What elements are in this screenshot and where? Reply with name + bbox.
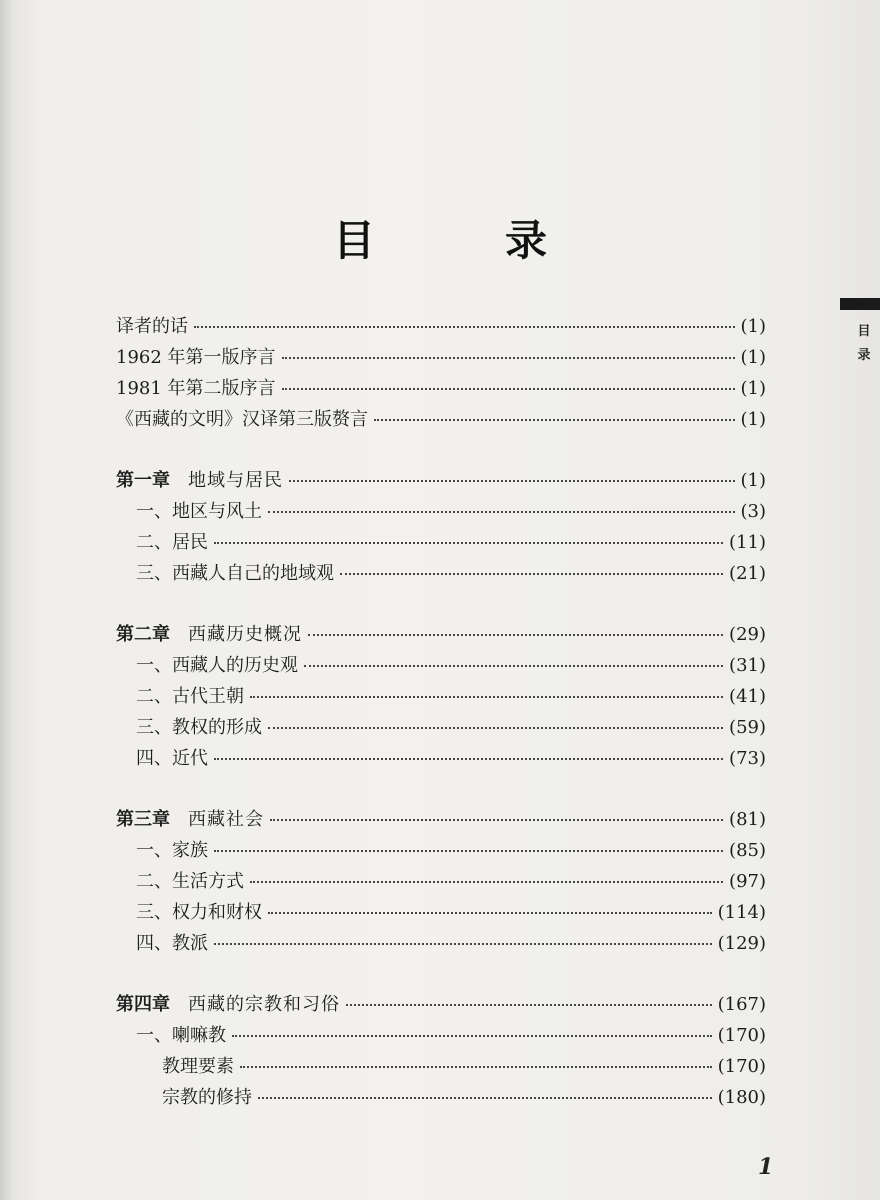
toc-page-number: (41) <box>729 686 766 707</box>
chapter-title: 西藏的宗教和习俗 <box>188 994 340 1015</box>
toc-page-number: (180) <box>717 1087 766 1108</box>
dot-leader <box>250 867 723 883</box>
toc-page-number: (1) <box>740 347 766 368</box>
section-entry[interactable] <box>116 559 766 590</box>
toc-entry[interactable] <box>116 343 766 374</box>
chapter-section <box>116 805 766 960</box>
dot-leader <box>232 1021 712 1037</box>
section-label: 一、喇嘛教 <box>136 1025 226 1046</box>
toc-page-number: (170) <box>717 1056 766 1077</box>
section-label: 二、生活方式 <box>136 871 244 892</box>
chapter-title: 西藏历史概况 <box>188 624 302 645</box>
dot-leader <box>194 312 735 328</box>
toc-page-number: (31) <box>729 655 766 676</box>
subsection-label: 教理要素 <box>162 1056 234 1077</box>
table-of-contents <box>116 312 766 1144</box>
toc-page-number: (21) <box>729 563 766 584</box>
chapter-section <box>116 620 766 775</box>
toc-page-number: (85) <box>729 840 766 861</box>
dot-leader <box>214 836 723 852</box>
book-spine-shadow <box>0 0 14 1200</box>
section-entry[interactable] <box>116 1021 766 1052</box>
toc-page-number: (1) <box>740 470 766 491</box>
dot-leader <box>250 682 723 698</box>
toc-page-number: (73) <box>729 748 766 769</box>
dot-leader <box>268 898 712 914</box>
side-tab-char: 目 <box>857 324 871 339</box>
section-entry[interactable] <box>116 929 766 960</box>
chapter-title: 地域与居民 <box>188 470 283 491</box>
side-tab-marker <box>840 298 880 310</box>
toc-entry[interactable] <box>116 312 766 343</box>
dot-leader <box>268 713 723 729</box>
dot-leader <box>346 990 712 1006</box>
section-label: 一、地区与风土 <box>136 501 262 522</box>
section-label: 一、西藏人的历史观 <box>136 655 298 676</box>
toc-page-number: (1) <box>740 316 766 337</box>
toc-entry-label: 译者的话 <box>116 316 188 337</box>
toc-page-number: (29) <box>729 624 766 645</box>
dot-leader <box>214 929 712 945</box>
dot-leader <box>258 1083 712 1099</box>
toc-page-number: (167) <box>717 994 766 1015</box>
subsection-entry[interactable] <box>116 1052 766 1083</box>
dot-leader <box>214 744 723 760</box>
toc-page-number: (1) <box>740 409 766 430</box>
page-title: 目 录 <box>332 216 591 265</box>
section-label: 二、古代王朝 <box>136 686 244 707</box>
section-label: 一、家族 <box>136 840 208 861</box>
dot-leader <box>289 466 735 482</box>
toc-entry-label: 1981 年第二版序言 <box>116 378 276 399</box>
toc-page-number: (114) <box>717 902 766 923</box>
side-tab-char: 录 <box>857 348 871 363</box>
page-number-folio: 1 <box>758 1154 774 1180</box>
chapter-title: 西藏社会 <box>188 809 264 830</box>
subsection-label: 宗教的修持 <box>162 1087 252 1108</box>
toc-page-number: (129) <box>717 933 766 954</box>
chapter-entry[interactable] <box>116 990 766 1021</box>
section-entry[interactable] <box>116 497 766 528</box>
section-entry[interactable] <box>116 898 766 929</box>
toc-page-number: (3) <box>740 501 766 522</box>
section-label: 四、近代 <box>136 748 208 769</box>
section-entry[interactable] <box>116 528 766 559</box>
section-label: 三、西藏人自己的地域观 <box>136 563 334 584</box>
side-tab-label <box>856 320 872 368</box>
section-label: 二、居民 <box>136 532 208 553</box>
toc-entry-label: 《西藏的文明》汉译第三版赘言 <box>116 409 368 430</box>
section-label: 三、教权的形成 <box>136 717 262 738</box>
section-label: 四、教派 <box>136 933 208 954</box>
toc-page-number: (59) <box>729 717 766 738</box>
chapter-number: 第四章 <box>116 994 170 1015</box>
dot-leader <box>282 374 735 390</box>
toc-page-number: (170) <box>717 1025 766 1046</box>
chapter-entry[interactable] <box>116 805 766 836</box>
section-entry[interactable] <box>116 836 766 867</box>
dot-leader <box>340 559 723 575</box>
chapter-number: 第一章 <box>116 470 170 491</box>
dot-leader <box>270 805 723 821</box>
section-label: 三、权力和财权 <box>136 902 262 923</box>
section-entry[interactable] <box>116 713 766 744</box>
dot-leader <box>282 343 735 359</box>
dot-leader <box>268 497 735 513</box>
toc-page-number: (11) <box>729 532 766 553</box>
chapter-entry[interactable] <box>116 620 766 651</box>
toc-page-number: (1) <box>740 378 766 399</box>
toc-page-number: (81) <box>729 809 766 830</box>
chapter-section <box>116 466 766 590</box>
toc-entry-label: 1962 年第一版序言 <box>116 347 276 368</box>
chapter-number: 第三章 <box>116 809 170 830</box>
subsection-entry[interactable] <box>116 1083 766 1114</box>
section-entry[interactable] <box>116 867 766 898</box>
section-entry[interactable] <box>116 682 766 713</box>
toc-page-number: (97) <box>729 871 766 892</box>
toc-entry[interactable] <box>116 374 766 405</box>
section-entry[interactable] <box>116 744 766 775</box>
dot-leader <box>214 528 723 544</box>
toc-entry[interactable] <box>116 405 766 436</box>
dot-leader <box>240 1052 712 1068</box>
dot-leader <box>374 405 735 421</box>
chapter-section <box>116 990 766 1114</box>
dot-leader <box>308 620 723 636</box>
front-matter-section <box>116 312 766 436</box>
chapter-entry[interactable] <box>116 466 766 497</box>
chapter-number: 第二章 <box>116 624 170 645</box>
section-entry[interactable] <box>116 651 766 682</box>
dot-leader <box>304 651 723 667</box>
